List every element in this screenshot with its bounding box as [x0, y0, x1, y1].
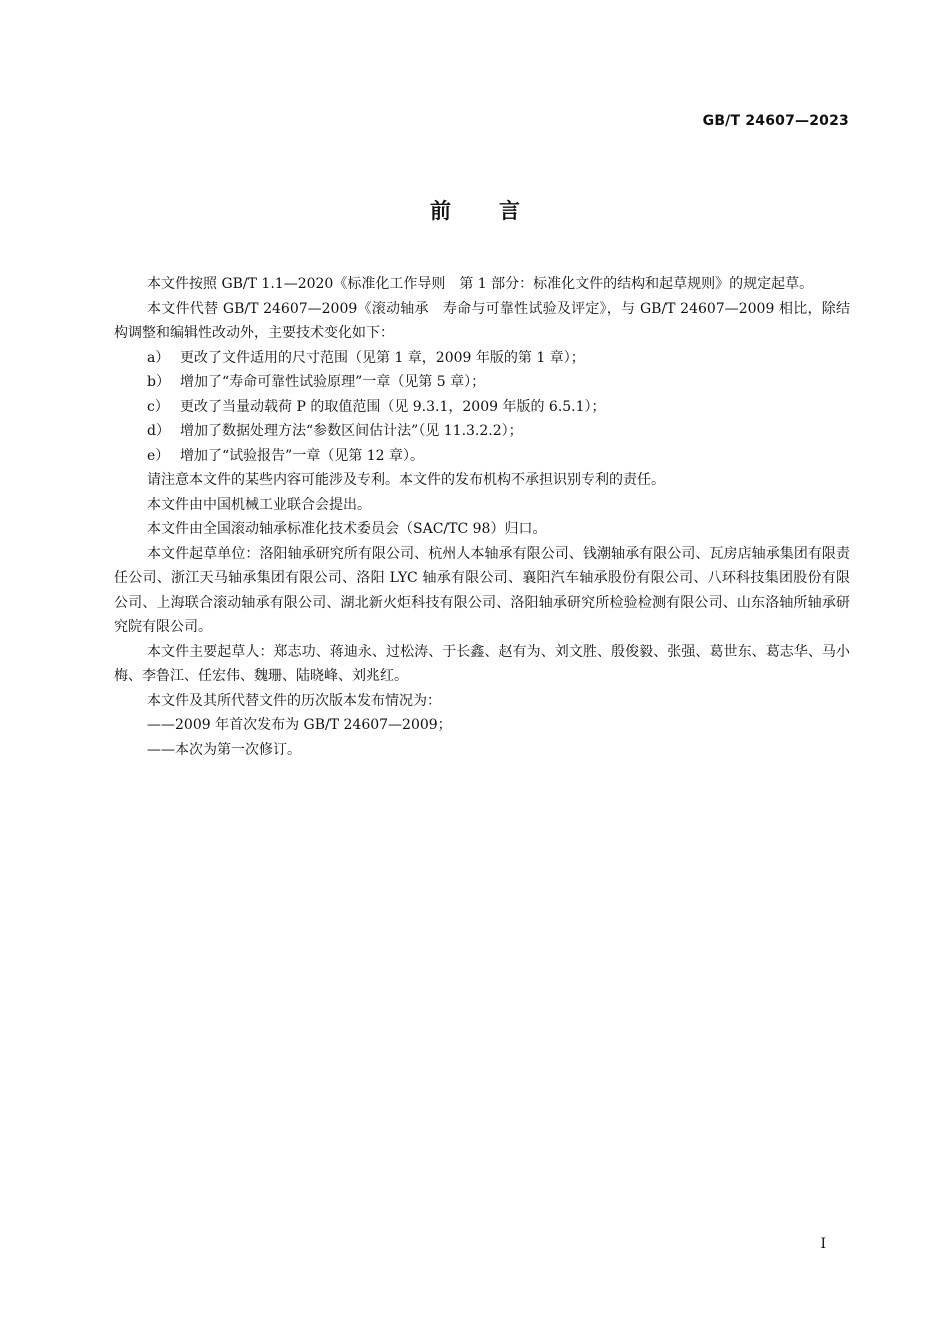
list-item-text: 更改了文件适用的尺寸范围（见第 1 章，2009 年版的第 1 章）；	[180, 349, 585, 366]
list-item-text: 增加了“寿命可靠性试验原理”一章（见第 5 章）；	[180, 374, 486, 390]
paragraph-committee: 本文件由全国滚动轴承标准化技术委员会（SAC/TC 98）归口。	[147, 521, 547, 537]
list-item-label: b）	[147, 374, 170, 390]
list-item-label: d）	[147, 423, 170, 439]
page-title: 前言	[430, 199, 568, 223]
list-item	[114, 370, 850, 395]
list-item-label: e）	[147, 447, 170, 464]
list-item	[114, 444, 850, 469]
history-item: ——2009 年首次发布为 GB/T 24607—2009；	[147, 717, 452, 733]
list-item-text: 增加了数据处理方法“参数区间估计法”（见 11.3.2.2）；	[180, 423, 523, 439]
page-number: I	[820, 1236, 826, 1252]
list-item-text: 增加了“试验报告”一章（见第 12 章）。	[180, 447, 425, 464]
changes-list	[114, 346, 850, 469]
list-item	[114, 346, 850, 371]
document-body	[114, 272, 850, 762]
list-item-label: a）	[147, 349, 170, 366]
history-item: ——本次为第一次修订。	[147, 741, 301, 758]
list-item	[114, 395, 850, 420]
standard-code: GB/T 24607—2023	[702, 113, 849, 129]
paragraph-patent-notice: 请注意本文件的某些内容可能涉及专利。本文件的发布机构不承担识别专利的责任。	[147, 472, 665, 488]
paragraph-replacement: 本文件代替 GB/T 24607—2009《滚动轴承 寿命与可靠性试验及评定》，与 GB/T 24607—2009 相比，除结构调整和编辑性改动外，主要技术变化如下：	[114, 300, 850, 341]
paragraph-history-intro: 本文件及其所代替文件的历次版本发布情况为：	[147, 692, 441, 709]
paragraph-drafting-rules: 本文件按照 GB/T 1.1—2020《标准化工作导则 第 1 部分：标准化文件的结构和起草规则》的规定起草。	[147, 276, 814, 292]
list-item-label: c）	[147, 398, 169, 415]
paragraph-drafting-units: 本文件起草单位：洛阳轴承研究所有限公司、杭州人本轴承有限公司、钱潮轴承有限公司、瓦房店轴承集团有限责任公司、浙江天马轴承集团有限公司、洛阳 LYC 轴承有限公司、襄阳汽车轴承股份有限公司、八环科技集团股份有限公司、上海联合滚动轴承有限公司、湖北新火炬科技有限公司、洛阳轴承研究所检验检测有限公司、山东洛轴所轴承研究院有限公司。	[114, 545, 850, 635]
paragraph-proposer: 本文件由中国机械工业联合会提出。	[147, 496, 371, 513]
paragraph-drafters: 本文件主要起草人：郑志功、蒋迪永、过松涛、于长鑫、赵有为、刘文胜、殷俊毅、张强、葛世东、葛志华、马小梅、李鲁江、任宏伟、魏珊、陆晓峰、刘兆红。	[114, 643, 850, 684]
list-item	[114, 419, 850, 444]
list-item-text: 更改了当量动载荷 P 的取值范围（见 9.3.1，2009 年版的 6.5.1）；	[180, 398, 606, 415]
history-list	[114, 713, 850, 762]
